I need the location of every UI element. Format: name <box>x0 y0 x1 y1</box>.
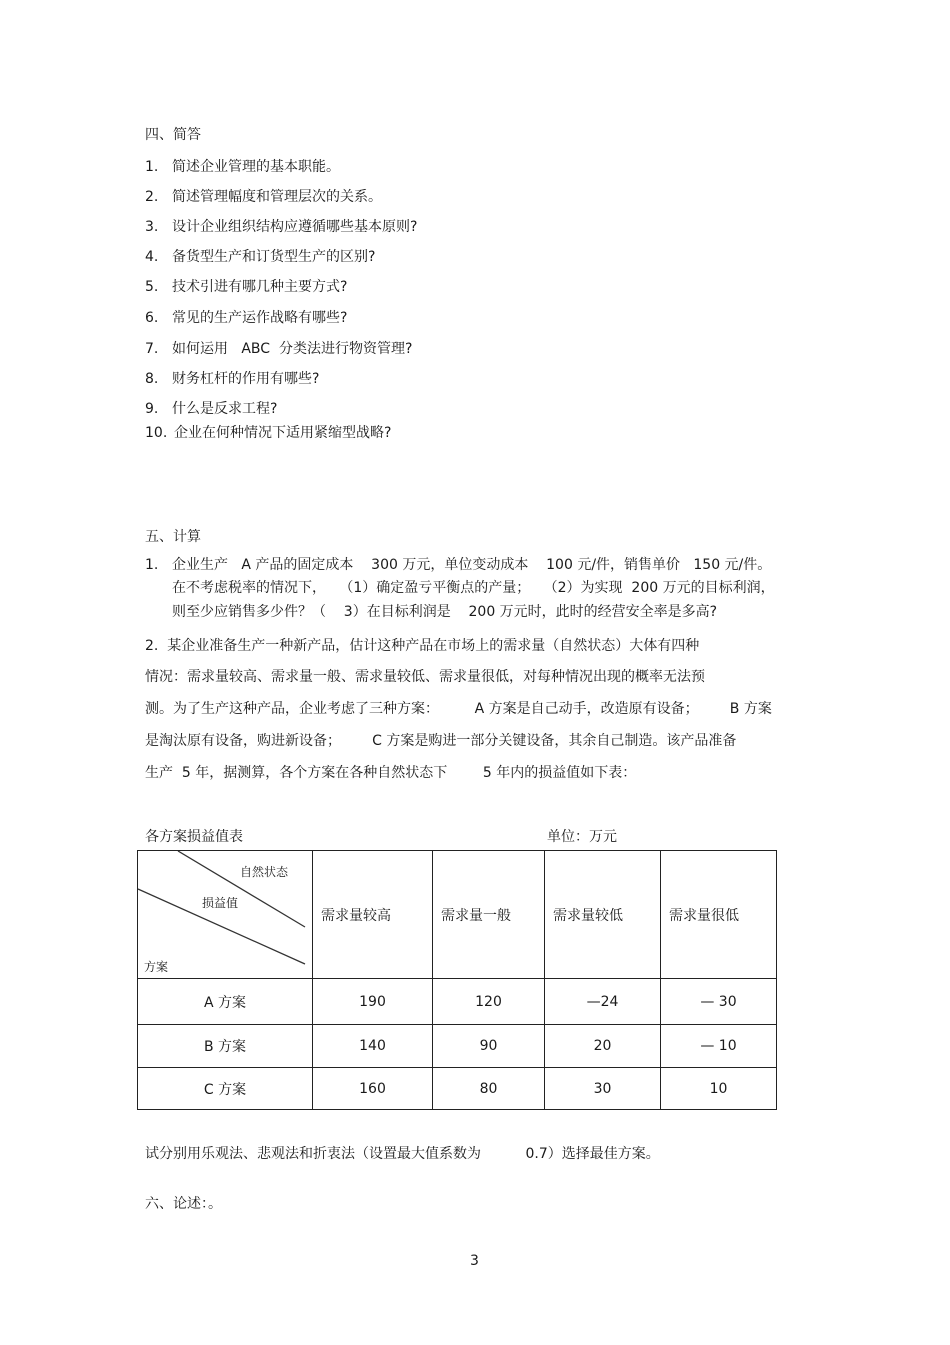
item-number: 6. <box>145 310 159 326</box>
column-header: 需求量较低 <box>545 851 661 979</box>
problem-2-line: 是淘汰原有设备，购进新设备； C 方案是购进一部分关键设备，其余自己制造。该产品准备 <box>145 733 737 749</box>
row-label: B 方案 <box>138 1025 313 1068</box>
table-caption: 各方案损益值表 <box>145 829 243 845</box>
corner-label-state: 自然状态 <box>240 865 289 879</box>
page-number: 3 <box>470 1253 479 1269</box>
section-4-heading: 四、简答 <box>145 127 201 143</box>
column-header: 需求量很低 <box>661 851 777 979</box>
question-text: 财务杠杆的作用有哪些? <box>172 371 320 387</box>
table-row <box>138 1068 777 1110</box>
row-label: C 方案 <box>138 1068 313 1110</box>
table-cell: 190 <box>313 979 433 1025</box>
item-number: 3. <box>145 219 159 235</box>
column-header: 需求量一般 <box>433 851 545 979</box>
corner-cell <box>138 851 313 979</box>
table-cell: 90 <box>433 1025 545 1068</box>
section-6-heading: 六、论述：。 <box>145 1196 222 1212</box>
item-number: 2. <box>145 189 159 205</box>
question-text: 技术引进有哪几种主要方式? <box>172 279 348 295</box>
row-label: A 方案 <box>138 979 313 1025</box>
item-number: 4. <box>145 249 159 265</box>
corner-label-plan: 方案 <box>144 960 169 974</box>
table-cell: —24 <box>545 979 661 1025</box>
table-cell: 20 <box>545 1025 661 1068</box>
table-row <box>138 1025 777 1068</box>
table-question: 试分别用乐观法、悲观法和折衷法（设置最大值系数为 0.7）选择最佳方案。 <box>145 1146 660 1162</box>
problem-2-line: 测。为了生产这种产品，企业考虑了三种方案： A 方案是自己动手，改造原有设备； B 方案 <box>145 701 772 717</box>
question-text: 企业在何种情况下适用紧缩型战略? <box>174 425 392 441</box>
problem-2-line: 生产 5 年，据测算，各个方案在各种自然状态下 5 年内的损益值如下表： <box>145 765 637 781</box>
table-cell: — 30 <box>661 979 777 1025</box>
section-5-heading: 五、计算 <box>145 529 201 545</box>
item-number: 1. <box>145 159 159 175</box>
question-text: 简述管理幅度和管理层次的关系。 <box>172 189 382 205</box>
problem-2-line: 2. 某企业准备生产一种新产品，估计这种产品在市场上的需求量（自然状态）大体有四种 <box>145 638 700 654</box>
problem-1-line: 在不考虑税率的情况下， （1）确定盈亏平衡点的产量； （2）为实现 200 万元的目标利润， <box>172 580 775 596</box>
table-header-row <box>138 851 777 979</box>
problem-1-line: 则至少应销售多少件？（ 3）在目标利润是 200 万元时，此时的经营安全率是多高? <box>172 604 718 620</box>
table-cell: 160 <box>313 1068 433 1110</box>
problem-2-line: 情况：需求量较高、需求量一般、需求量较低、需求量很低，对每种情况出现的概率无法预 <box>145 669 705 685</box>
item-number: 1. <box>145 557 159 573</box>
table-cell: 10 <box>661 1068 777 1110</box>
item-number: 7. <box>145 341 159 357</box>
table-cell: 30 <box>545 1068 661 1110</box>
question-text: 什么是反求工程? <box>172 401 278 417</box>
problem-1-line: 企业生产 A 产品的固定成本 300 万元，单位变动成本 100 元/件，销售单价 150 元/件。 <box>172 557 772 573</box>
table-cell: 140 <box>313 1025 433 1068</box>
item-number: 8. <box>145 371 159 387</box>
item-number: 5. <box>145 279 159 295</box>
table-cell: — 10 <box>661 1025 777 1068</box>
table-cell: 80 <box>433 1068 545 1110</box>
column-header: 需求量较高 <box>313 851 433 979</box>
question-text: 设计企业组织结构应遵循哪些基本原则? <box>172 219 418 235</box>
table-row <box>138 979 777 1025</box>
corner-label-payoff: 损益值 <box>202 896 239 910</box>
question-text: 如何运用 ABC 分类法进行物资管理? <box>172 341 413 357</box>
payoff-table <box>137 850 777 1110</box>
question-text: 简述企业管理的基本职能。 <box>172 159 340 175</box>
question-text: 常见的生产运作战略有哪些? <box>172 310 348 326</box>
item-number: 10. <box>145 425 168 441</box>
table-cell: 120 <box>433 979 545 1025</box>
table-unit: 单位：万元 <box>547 829 617 845</box>
item-number: 9. <box>145 401 159 417</box>
question-text: 备货型生产和订货型生产的区别? <box>172 249 376 265</box>
